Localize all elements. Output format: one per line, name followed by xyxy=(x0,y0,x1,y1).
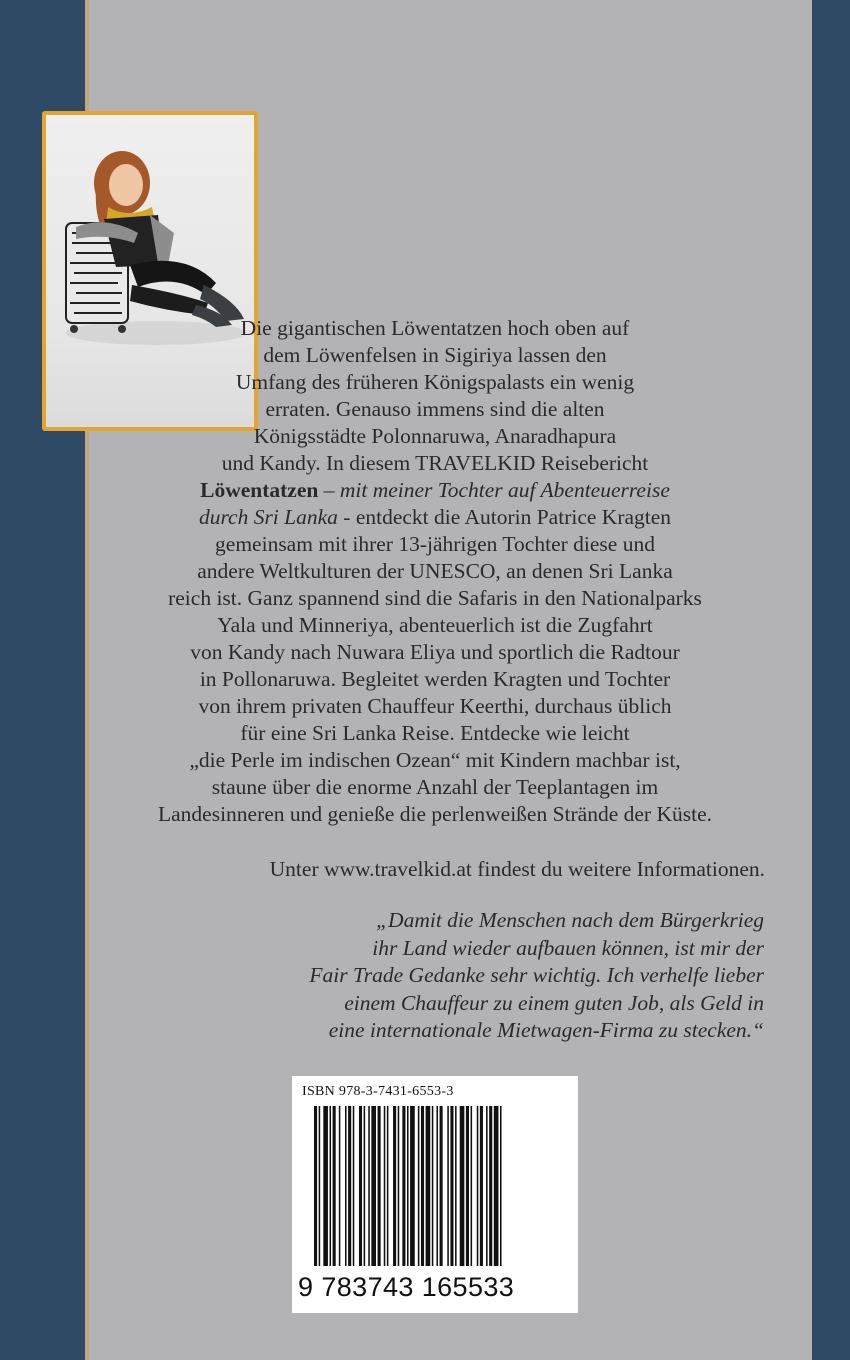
book-subtitle-italic: – mit meiner Tochter auf Abenteuerreise xyxy=(318,478,670,502)
barcode-bar xyxy=(368,1106,370,1266)
barcode-bar xyxy=(460,1106,465,1266)
description-line: andere Weltkulturen der UNESCO, an denen Sri Lanka xyxy=(197,559,673,583)
barcode-bar xyxy=(353,1106,355,1266)
barcode-bar xyxy=(398,1106,400,1266)
barcode-bar xyxy=(364,1106,366,1266)
barcode-bar xyxy=(421,1106,424,1266)
isbn-label: ISBN 978-3-7431-6553-3 xyxy=(302,1084,454,1099)
quote-line: einem Chauffeur zu einem guten Job, als Geld in xyxy=(344,990,764,1015)
description-paragraph xyxy=(105,315,765,828)
description-line: staune über die enorme Anzahl der Teeplantagen im xyxy=(211,775,659,799)
isbn-barcode-box xyxy=(292,1076,578,1313)
description-line: dem Löwenfelsen in Sigiriya lassen den xyxy=(263,343,607,367)
quote-line: eine internationale Mietwagen-Firma zu stecken.“ xyxy=(328,1018,764,1042)
barcode-bar xyxy=(359,1106,362,1266)
description-line: und Kandy. In diesem TRAVELKID Reisebericht xyxy=(221,451,649,475)
barcode-bar xyxy=(393,1106,396,1266)
barcode-bar xyxy=(314,1106,317,1266)
barcode-bar xyxy=(494,1106,499,1266)
barcode-bar xyxy=(348,1106,351,1266)
barcode-bar xyxy=(500,1106,502,1266)
barcode-digits: 9 783743 165533 xyxy=(298,1272,515,1302)
barcode-bar xyxy=(426,1106,431,1266)
quote-line: „Damit die Menschen nach dem Bürgerkrieg xyxy=(376,908,764,932)
description-line: Yala und Minneriya, abenteuerlich ist die Zugfahrt xyxy=(217,613,653,637)
barcode-bar xyxy=(489,1106,492,1266)
barcode-bar xyxy=(410,1106,415,1266)
barcode-bar xyxy=(378,1106,381,1266)
description-line: gemeinsam mit ihrer 13-jährigen Tochter diese und xyxy=(215,532,655,556)
barcode-bar xyxy=(480,1106,483,1266)
description-line: erraten. Genauso immens sind die alten xyxy=(265,397,605,421)
barcode-bar xyxy=(402,1106,405,1266)
book-description xyxy=(105,315,765,828)
description-line: in Pollonaruwa. Begleitet werden Kragten und Tochter xyxy=(199,667,671,691)
barcode-bar xyxy=(387,1106,389,1266)
barcode-bar xyxy=(447,1106,449,1266)
barcode-bar xyxy=(466,1106,469,1266)
website-info: Unter www.travelkid.at findest du weitere Informationen. xyxy=(269,857,765,881)
barcode-bar xyxy=(407,1106,409,1266)
description-line: von Kandy nach Nuwara Eliya und sportlich die Radtour xyxy=(190,640,680,664)
book-subtitle-italic-end: durch Sri Lanka xyxy=(198,505,338,529)
book-title-bold: Löwentatzen xyxy=(200,478,319,502)
description-line: für eine Sri Lanka Reise. Entdecke wie leicht xyxy=(240,721,630,745)
quote-line: ihr Land wieder aufbauen können, ist mir der xyxy=(372,935,764,960)
description-line: von ihrem privaten Chauffeur Keerthi, durchaus üblich xyxy=(198,694,672,718)
description-line: Umfang des früheren Königspalasts ein wenig xyxy=(235,370,635,394)
barcode-bar xyxy=(345,1106,347,1266)
barcode-bar xyxy=(371,1106,376,1266)
barcode-bar xyxy=(319,1106,321,1266)
barcode-bar xyxy=(471,1106,473,1266)
description-line: reich ist. Ganz spannend sind die Safaris in den Nationalparks xyxy=(168,586,702,610)
barcode-bar xyxy=(333,1106,336,1266)
author-quote xyxy=(105,907,764,1045)
description-line: Landesinneren und genieße die perlenweißen Strände der Küste. xyxy=(157,802,712,826)
barcode-bar xyxy=(323,1106,328,1266)
barcode-bar xyxy=(477,1106,479,1266)
barcode-bar xyxy=(486,1106,488,1266)
barcode-bar xyxy=(330,1106,332,1266)
description-line: - entdeckt die Autorin Patrice Kragten xyxy=(337,505,672,529)
quote-line: Fair Trade Gedanke sehr wichtig. Ich verhelfe lieber xyxy=(309,963,764,987)
description-line: Königsstädte Polonnaruwa, Anaradhapura xyxy=(253,424,617,448)
barcode-bar xyxy=(450,1106,453,1266)
barcode-bar xyxy=(339,1106,341,1266)
description-line: Die gigantischen Löwentatzen hoch oben auf xyxy=(240,316,630,340)
barcode-bar xyxy=(384,1106,386,1266)
barcode-bar xyxy=(436,1106,438,1266)
barcode-bar xyxy=(432,1106,434,1266)
description-line: „die Perle im indischen Ozean“ mit Kindern machbar ist, xyxy=(189,748,681,772)
barcode-bar xyxy=(418,1106,420,1266)
barcode-bar xyxy=(440,1106,443,1266)
barcode-bar xyxy=(455,1106,457,1266)
barcode-icon xyxy=(314,1106,554,1272)
